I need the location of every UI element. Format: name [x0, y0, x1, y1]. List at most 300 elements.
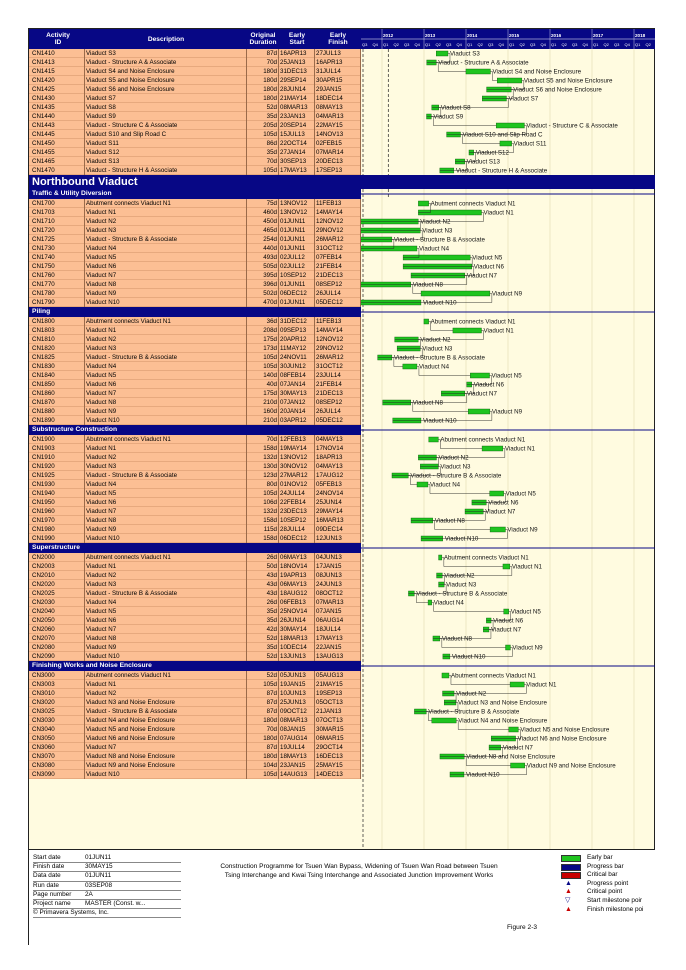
cell-id: CN3030 — [31, 716, 85, 725]
project-info-value: MASTER (Const. w... — [85, 899, 146, 907]
triangle-down-icon: ▽ — [565, 896, 571, 904]
activity-row[interactable] — [29, 761, 361, 770]
col-early-start[interactable]: Early Start — [288, 32, 306, 46]
cell-dur: 35d — [247, 643, 279, 652]
activity-row[interactable] — [29, 371, 361, 380]
activity-row[interactable] — [29, 398, 361, 407]
cell-desc: Viaduct N1 — [85, 326, 247, 335]
activity-row[interactable] — [29, 743, 361, 752]
cell-finish: 09DEC14 — [315, 525, 361, 534]
activity-row[interactable] — [29, 689, 361, 698]
legend-label: Start milestone poir — [587, 896, 643, 904]
activity-row[interactable] — [29, 516, 361, 525]
gantt-bar-label: Viaduct - Structure B & Associate — [428, 708, 520, 716]
activity-row[interactable] — [29, 85, 361, 94]
activity-row[interactable] — [29, 580, 361, 589]
gantt-bar[interactable] — [506, 645, 511, 650]
gantt-bar[interactable] — [504, 609, 509, 614]
activity-row[interactable] — [29, 725, 361, 734]
cell-dur: 180d — [247, 752, 279, 761]
project-info-key: Start date — [33, 854, 61, 861]
project-info-value: 2A — [85, 890, 93, 898]
activity-row[interactable] — [29, 199, 361, 208]
cell-desc: Viaduct N10 — [85, 652, 247, 661]
cell-dur: 43d — [247, 589, 279, 598]
cell-desc: Viaduct N5 — [85, 253, 247, 262]
cell-id: CN1810 — [31, 335, 85, 344]
cell-start: 24JUL14 — [279, 489, 315, 498]
cell-desc: Viaduct N5 — [85, 371, 247, 380]
gantt-bar[interactable] — [424, 319, 429, 324]
cell-desc: Viaduct N2 — [85, 453, 247, 462]
gantt-bar[interactable] — [490, 527, 505, 532]
cell-dur: 105d — [247, 362, 279, 371]
quarter-label: Q2 — [561, 42, 567, 47]
cell-start: 09OCT12 — [279, 707, 315, 716]
gantt-bar-label: Viaduct N1 — [483, 327, 514, 335]
cell-start: 20APR12 — [279, 335, 315, 344]
activity-row[interactable] — [29, 643, 361, 652]
cell-dur: 115d — [247, 525, 279, 534]
activity-row[interactable] — [29, 121, 361, 130]
legend-item — [559, 863, 653, 872]
activity-row[interactable] — [29, 444, 361, 453]
activity-row[interactable] — [29, 130, 361, 139]
cell-desc: Viaduct - Structure B & Associate — [85, 707, 247, 716]
quarter-label: Q4 — [372, 42, 378, 47]
project-info-row — [33, 891, 181, 900]
gantt-bar-label: Viaduct N9 — [491, 408, 523, 416]
cell-finish: 31OCT12 — [315, 362, 361, 371]
cell-finish: 25MAY15 — [315, 761, 361, 770]
gantt-bar[interactable] — [496, 123, 524, 128]
col-activity-id[interactable]: Activity ID — [46, 32, 70, 46]
cell-start: 08FEB14 — [279, 371, 315, 380]
legend-item — [559, 888, 653, 897]
cell-finish: 26JUL14 — [315, 407, 361, 416]
cell-dur: 50d — [247, 562, 279, 571]
cell-desc: Viaduct - Structure B & Associate — [85, 471, 247, 480]
cell-desc: Viaduct N7 — [85, 389, 247, 398]
gantt-bar[interactable] — [453, 328, 482, 333]
col-original-duration[interactable]: Original Duration — [249, 32, 277, 46]
cell-start: 28JUL14 — [279, 525, 315, 534]
activity-row[interactable] — [29, 770, 361, 779]
activity-row[interactable] — [29, 244, 361, 253]
year-label: 2017 — [593, 33, 604, 38]
gantt-bar[interactable] — [403, 364, 417, 369]
cell-id: CN1470 — [31, 166, 85, 175]
section-header[interactable]: Substructure Construction — [29, 425, 361, 435]
legend-swatch — [561, 872, 581, 879]
cell-start: 02JUL12 — [279, 253, 315, 262]
gantt-bar[interactable] — [428, 600, 432, 605]
gantt-bar[interactable] — [509, 727, 519, 732]
quarter-label: Q1 — [509, 42, 515, 47]
quarter-label: Q1 — [467, 42, 473, 47]
activity-row[interactable] — [29, 416, 361, 425]
gantt-bar[interactable] — [442, 673, 449, 678]
cell-id: CN1760 — [31, 271, 85, 280]
gantt-bar-label: Viaduct N1 — [526, 681, 557, 689]
cell-start: 10JUN13 — [279, 689, 315, 698]
col-description[interactable]: Description — [147, 35, 185, 43]
project-info-key: Page number — [33, 890, 72, 898]
activity-row[interactable] — [29, 616, 361, 625]
cell-start: 08MAR13 — [279, 103, 315, 112]
cell-finish: 06MAR15 — [315, 734, 361, 743]
cell-id: CN1950 — [31, 498, 85, 507]
cell-desc: Abutment connects Viaduct N1 — [85, 671, 247, 680]
cell-desc: Viaduct N4 — [85, 244, 247, 253]
gantt-bar[interactable] — [482, 446, 503, 451]
col-early-finish[interactable]: Early Finish — [328, 32, 348, 46]
cell-desc: Viaduct - Structure B & Associate — [85, 353, 247, 362]
activity-row[interactable] — [29, 453, 361, 462]
gantt-bar[interactable] — [468, 409, 490, 414]
activity-row[interactable] — [29, 76, 361, 85]
gantt-bar-label: Viaduct N7 — [466, 272, 497, 280]
activity-row[interactable] — [29, 752, 361, 761]
cell-start: 02JUL12 — [279, 262, 315, 271]
group-header[interactable]: Northbound Viaduct — [29, 175, 361, 189]
cell-start: 01JUN11 — [279, 244, 315, 253]
cell-id: CN1880 — [31, 407, 85, 416]
cell-finish: 22MAY15 — [315, 121, 361, 130]
activity-row[interactable] — [29, 534, 361, 543]
gantt-bar-label: Abutment connects Viaduct N1 — [440, 436, 526, 444]
activity-row[interactable] — [29, 157, 361, 166]
cell-finish: 18JUL14 — [315, 625, 361, 634]
cell-desc: Viaduct N8 — [85, 280, 247, 289]
cell-dur: 105d — [247, 166, 279, 175]
cell-finish: 12JUN13 — [315, 534, 361, 543]
cell-desc: Viaduct N10 — [85, 298, 247, 307]
gantt-bar-label: Viaduct N6 — [473, 263, 504, 271]
cell-desc: Viaduct N8 — [85, 634, 247, 643]
activity-row[interactable] — [29, 607, 361, 616]
gantt-bar[interactable] — [439, 555, 442, 560]
cell-id: CN2090 — [31, 652, 85, 661]
cell-id: CN3010 — [31, 689, 85, 698]
year-label: 2018 — [635, 33, 646, 38]
cell-id: CN2070 — [31, 634, 85, 643]
activity-row[interactable] — [29, 58, 361, 67]
copyright: © Primavera Systems, Inc. — [33, 909, 181, 918]
group-band — [361, 175, 655, 189]
activity-row[interactable] — [29, 634, 361, 643]
gantt-bar-label: Viaduct N7 — [490, 626, 522, 634]
cell-finish: 07MAR14 — [315, 148, 361, 157]
section-header[interactable]: Piling — [29, 307, 361, 317]
cell-start: 30NOV12 — [279, 462, 315, 471]
cell-desc: Viaduct S4 and Noise Enclosure — [85, 67, 247, 76]
activity-row[interactable] — [29, 652, 361, 661]
cell-dur: 470d — [247, 298, 279, 307]
cell-finish: 04JUN13 — [315, 553, 361, 562]
programme-title — [199, 862, 519, 880]
activity-row[interactable] — [29, 716, 361, 725]
cell-desc: Viaduct N5 — [85, 489, 247, 498]
section-header[interactable]: Finishing Works and Noise Enclosure — [29, 661, 361, 671]
activity-row[interactable] — [29, 112, 361, 121]
activity-table — [29, 49, 361, 869]
cell-start: 23JAN15 — [279, 761, 315, 770]
cell-finish: 30APR15 — [315, 76, 361, 85]
activity-row[interactable] — [29, 671, 361, 680]
cell-desc: Viaduct N3 — [85, 462, 247, 471]
activity-row[interactable] — [29, 562, 361, 571]
cell-start: 13NOV12 — [279, 453, 315, 462]
activity-row[interactable] — [29, 353, 361, 362]
gantt-bar[interactable] — [429, 437, 439, 442]
cell-start: 19APR13 — [279, 571, 315, 580]
cell-id: CN1420 — [31, 76, 85, 85]
activity-row[interactable] — [29, 598, 361, 607]
activity-row[interactable] — [29, 462, 361, 471]
cell-id: CN1960 — [31, 507, 85, 516]
cell-finish: 21JAN13 — [315, 707, 361, 716]
cell-desc: Viaduct N1 — [85, 208, 247, 217]
legend — [559, 854, 653, 914]
activity-row[interactable] — [29, 280, 361, 289]
cell-dur: 26d — [247, 553, 279, 562]
activity-row[interactable] — [29, 94, 361, 103]
activity-row[interactable] — [29, 435, 361, 444]
gantt-bar-label: Viaduct S12 — [475, 149, 509, 157]
quarter-label: Q1 — [635, 42, 641, 47]
cell-start: 30SEP13 — [279, 157, 315, 166]
section-header[interactable]: Traffic & Utility Diversion — [29, 189, 361, 199]
gantt-bar-label: Viaduct S7 — [508, 95, 539, 103]
cell-desc: Viaduct N4 and Noise Enclosure — [85, 716, 247, 725]
gantt-bar[interactable] — [510, 682, 524, 687]
gantt-bar[interactable] — [436, 51, 448, 56]
activity-row[interactable] — [29, 498, 361, 507]
project-info-value: 01JUN11 — [85, 872, 112, 880]
cell-finish: 14MAY14 — [315, 208, 361, 217]
activity-row[interactable] — [29, 49, 361, 58]
activity-row[interactable] — [29, 217, 361, 226]
gantt-chart — [361, 49, 655, 869]
gantt-bar-label: Viaduct - Structure A & Associate — [438, 59, 529, 67]
quarter-label: Q4 — [540, 42, 546, 47]
gantt-bar[interactable] — [503, 564, 510, 569]
cell-desc: Viaduct N7 — [85, 743, 247, 752]
activity-row[interactable] — [29, 208, 361, 217]
cell-desc: Viaduct N1 — [85, 444, 247, 453]
activity-row[interactable] — [29, 553, 361, 562]
activity-row[interactable] — [29, 380, 361, 389]
cell-desc: Viaduct N10 — [85, 534, 247, 543]
cell-desc: Viaduct N8 — [85, 398, 247, 407]
cell-id: CN2060 — [31, 625, 85, 634]
quarter-label: Q2 — [519, 42, 525, 47]
activity-row[interactable] — [29, 67, 361, 76]
gantt-bar[interactable] — [417, 482, 428, 487]
quarter-label: Q4 — [498, 42, 504, 47]
activity-row[interactable] — [29, 407, 361, 416]
cell-dur: 502d — [247, 289, 279, 298]
cell-start: 25JUN13 — [279, 698, 315, 707]
gantt-bar-label: Viaduct N7 — [466, 390, 497, 398]
cell-desc: Abutment connects Viaduct N1 — [85, 199, 247, 208]
cell-desc: Viaduct S9 — [85, 112, 247, 121]
cell-dur: 505d — [247, 262, 279, 271]
cell-id: CN3040 — [31, 725, 85, 734]
gantt-bar[interactable] — [418, 201, 428, 206]
cell-finish: 05DEC12 — [315, 298, 361, 307]
cell-desc: Viaduct N9 — [85, 525, 247, 534]
activity-row[interactable] — [29, 148, 361, 157]
cell-desc: Viaduct N10 — [85, 416, 247, 425]
cell-desc: Abutment connects Viaduct N1 — [85, 317, 247, 326]
project-info-key: Data date — [33, 872, 61, 880]
cell-finish: 31OCT12 — [315, 244, 361, 253]
gantt-bar-label: Viaduct N7 — [502, 744, 533, 752]
quarter-label: Q1 — [425, 42, 431, 47]
cell-start: 06DEC12 — [279, 289, 315, 298]
cell-start: 16APR13 — [279, 49, 315, 58]
cell-id: CN3070 — [31, 752, 85, 761]
activity-row[interactable] — [29, 525, 361, 534]
legend-label: Critical point — [587, 888, 623, 896]
gantt-bar[interactable] — [432, 718, 456, 723]
section-header[interactable]: Superstructure — [29, 543, 361, 553]
activity-row[interactable] — [29, 253, 361, 262]
cell-desc: Viaduct S5 and Noise Enclosure — [85, 76, 247, 85]
quarter-label: Q3 — [530, 42, 536, 47]
cell-id: CN1410 — [31, 49, 85, 58]
cell-finish: 04MAY13 — [315, 462, 361, 471]
cell-dur: 35d — [247, 112, 279, 121]
activity-row[interactable] — [29, 489, 361, 498]
activity-row[interactable] — [29, 698, 361, 707]
gantt-bar[interactable] — [500, 141, 512, 146]
gantt-bar[interactable] — [497, 78, 522, 83]
gantt-bar-label: Viaduct N8 — [434, 517, 465, 525]
activity-row[interactable] — [29, 480, 361, 489]
activity-row[interactable] — [29, 571, 361, 580]
cell-desc: Viaduct N7 — [85, 507, 247, 516]
cell-finish: 21DEC13 — [315, 271, 361, 280]
activity-row[interactable] — [29, 289, 361, 298]
activity-row[interactable] — [29, 389, 361, 398]
cell-finish: 06AUG14 — [315, 616, 361, 625]
gantt-bar[interactable] — [511, 763, 525, 768]
cell-id: CN1700 — [31, 199, 85, 208]
cell-dur: 35d — [247, 607, 279, 616]
cell-desc: Viaduct N10 — [85, 770, 247, 779]
cell-dur: 158d — [247, 534, 279, 543]
cell-id: CN1860 — [31, 389, 85, 398]
activity-row[interactable] — [29, 625, 361, 634]
triangle-up-icon: ▲ — [565, 905, 572, 913]
cell-id: CN1940 — [31, 489, 85, 498]
cell-desc: Viaduct N3 and Noise Enclosure — [85, 698, 247, 707]
activity-row[interactable] — [29, 707, 361, 716]
gantt-bar-label: Viaduct N4 — [418, 363, 450, 371]
activity-row[interactable] — [29, 335, 361, 344]
cell-dur: 87d — [247, 743, 279, 752]
legend-swatch — [561, 864, 581, 871]
activity-row[interactable] — [29, 680, 361, 689]
activity-row[interactable] — [29, 344, 361, 353]
cell-dur: 180d — [247, 85, 279, 94]
activity-row[interactable] — [29, 589, 361, 598]
activity-row[interactable] — [29, 103, 361, 112]
cell-dur: 43d — [247, 571, 279, 580]
cell-dur: 132d — [247, 507, 279, 516]
gantt-bar-label: Viaduct N5 — [491, 372, 522, 380]
project-info — [33, 854, 181, 918]
cell-desc: Viaduct N6 — [85, 616, 247, 625]
cell-id: CN1703 — [31, 208, 85, 217]
cell-id: CN2040 — [31, 607, 85, 616]
cell-dur: 42d — [247, 625, 279, 634]
activity-row[interactable] — [29, 271, 361, 280]
gantt-bar-label: Viaduct N1 — [483, 209, 514, 217]
activity-row[interactable] — [29, 139, 361, 148]
activity-row[interactable] — [29, 262, 361, 271]
cell-dur: 35d — [247, 148, 279, 157]
gantt-bar-label: Viaduct N8 — [412, 281, 443, 289]
gantt-bar-label: Viaduct N5 and Noise Enclosure — [520, 726, 610, 734]
gantt-bar-label: Viaduct - Structure C & Associate — [526, 122, 618, 130]
gantt-bar-label: Viaduct N4 — [429, 481, 461, 489]
gantt-bar[interactable] — [490, 491, 504, 496]
triangle-up-icon: ▲ — [565, 888, 572, 896]
cell-desc: Viaduct N6 — [85, 498, 247, 507]
cell-finish: 12NOV12 — [315, 217, 361, 226]
cell-start: 07JAN14 — [279, 380, 315, 389]
gantt-bar[interactable] — [466, 69, 491, 74]
gantt-bar-label: Viaduct N6 — [493, 617, 524, 625]
gantt-bar[interactable] — [470, 373, 489, 378]
cell-dur: 35d — [247, 616, 279, 625]
gantt-bar-label: Viaduct N8 — [412, 399, 443, 407]
activity-row[interactable] — [29, 298, 361, 307]
cell-id: CN1455 — [31, 148, 85, 157]
activity-row[interactable] — [29, 317, 361, 326]
gantt-bar[interactable] — [421, 291, 490, 296]
cell-start: 06DEC12 — [279, 534, 315, 543]
cell-start: 19MAY14 — [279, 444, 315, 453]
year-label: 2015 — [509, 33, 520, 38]
activity-row[interactable] — [29, 734, 361, 743]
activity-row[interactable] — [29, 471, 361, 480]
activity-row[interactable] — [29, 507, 361, 516]
cell-id: CN1790 — [31, 298, 85, 307]
legend-label: Early bar — [587, 854, 613, 861]
activity-row[interactable] — [29, 326, 361, 335]
cell-desc: Viaduct S11 — [85, 139, 247, 148]
cell-start: 25NOV14 — [279, 607, 315, 616]
cell-finish: 14DEC13 — [315, 770, 361, 779]
quarter-label: Q1 — [383, 42, 389, 47]
year-label: 2016 — [551, 33, 562, 38]
cell-id: CN1440 — [31, 112, 85, 121]
activity-row[interactable] — [29, 226, 361, 235]
cell-dur: 106d — [247, 498, 279, 507]
cell-id: CN1415 — [31, 67, 85, 76]
gantt-bar-label: Viaduct N4 and Noise Enclosure — [458, 717, 548, 725]
cell-dur: 140d — [247, 371, 279, 380]
activity-row[interactable] — [29, 166, 361, 175]
quarter-label: Q4 — [582, 42, 588, 47]
activity-row[interactable] — [29, 362, 361, 371]
activity-row[interactable] — [29, 235, 361, 244]
